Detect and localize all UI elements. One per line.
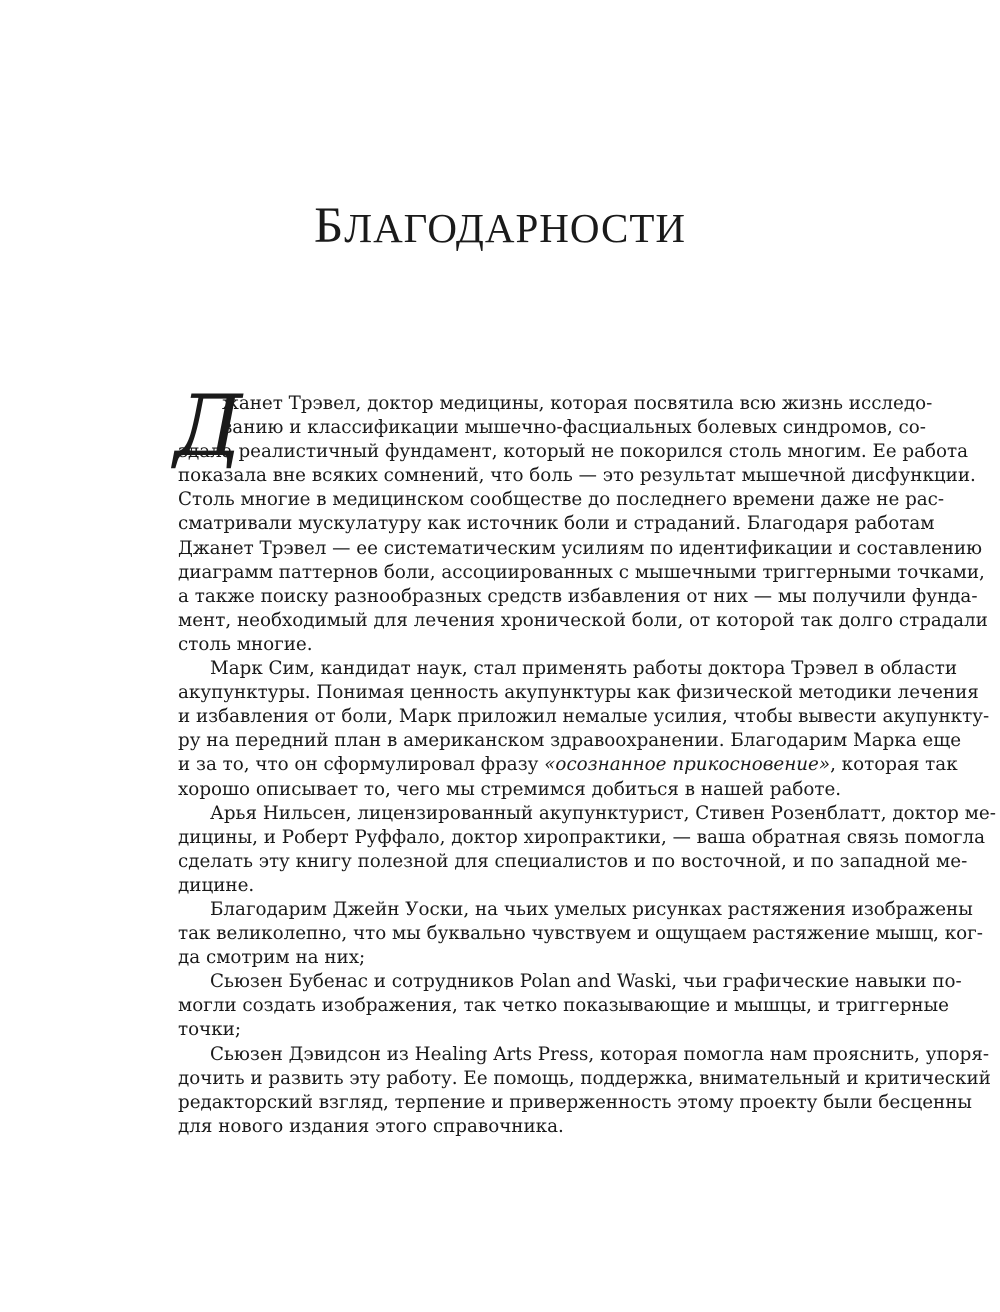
text-line: диаграмм паттернов боли, ассоциированных с мышечными триггерными точками, bbox=[178, 561, 985, 583]
text-line: показала вне всяких сомнений, что боль — это результат мышечной дисфункции. bbox=[178, 465, 976, 487]
text-line: Столь многие в медицинском сообществе до последнего времени даже не рас- bbox=[178, 489, 945, 511]
text-line: так великолепно, что мы буквально чувствуем и ощущаем растяжение мышц, ког- bbox=[178, 923, 983, 945]
text-line: точки; bbox=[178, 1019, 241, 1041]
text-fragment: и за то, что он сформулировал фразу bbox=[178, 754, 545, 776]
text-line: сделать эту книгу полезной для специалистов и по восточной, и по западной ме- bbox=[178, 850, 968, 872]
text-line: Марк Сим, кандидат наук, стал применять работы доктора Трэвел в области bbox=[210, 658, 958, 680]
text-line: ванию и классификации мышечно-фасциальных болевых синдромов, со- bbox=[222, 417, 926, 439]
text-line: дочить и развить эту работу. Ее помощь, поддержка, внимательный и критический bbox=[178, 1067, 991, 1089]
text-line: Арья Нильсен, лицензированный акупунктурист, Стивен Розенблатт, доктор ме- bbox=[210, 802, 996, 824]
acknowledgements-body bbox=[174, 377, 996, 1139]
text-line: редакторский взгляд, терпение и приверженность этому проекту были бесценны bbox=[178, 1091, 972, 1113]
drop-cap: Д bbox=[174, 377, 243, 475]
text-line: ру на передний план в американском здравоохранении. Благодарим Марка еще bbox=[178, 730, 962, 752]
text-line: Джанет Трэвел — ее систематическим усилиям по идентификации и составлению bbox=[178, 537, 983, 559]
text-line: сматривали мускулатуру как источник боли и страданий. Благодаря работам bbox=[178, 513, 935, 535]
text-line: и избавления от боли, Марк приложил немалые усилия, чтобы вывести акупункту- bbox=[178, 706, 990, 728]
text-line bbox=[178, 753, 958, 777]
text-line: хорошо описывает то, чего мы стремимся добиться в нашей работе. bbox=[178, 778, 842, 800]
text-line: здала реалистичный фундамент, который не покорился столь многим. Ее работа bbox=[178, 441, 969, 463]
text-line: жанет Трэвел, доктор медицины, которая посвятила всю жизнь исследо- bbox=[222, 393, 933, 414]
italic-phrase: «осознанное прикосновение» bbox=[544, 754, 831, 776]
text-line: акупунктуры. Понимая ценность акупунктуры как физической методики лечения bbox=[178, 682, 979, 704]
text-fragment: , которая так bbox=[830, 754, 958, 776]
text-line: могли создать изображения, так четко показывающие и мышцы, и триггерные bbox=[178, 995, 949, 1017]
text-line: да смотрим на них; bbox=[178, 947, 366, 969]
text-line: мент, необходимый для лечения хронической боли, от которой так долго страдали bbox=[178, 609, 988, 631]
text-line: Сьюзен Бубенас и сотрудников Polan and Waski, чьи графические навыки по- bbox=[210, 971, 962, 993]
text-line: столь многие. bbox=[178, 633, 313, 655]
text-line: Благодарим Джейн Уоски, на чьих умелых рисунках растяжения изображены bbox=[210, 898, 973, 920]
text-line: дицины, и Роберт Руффало, доктор хиропрактики, — ваша обратная связь помогла bbox=[178, 826, 986, 848]
page-title bbox=[0, 196, 1000, 258]
text-line: дицине. bbox=[178, 874, 255, 896]
text-line: Сьюзен Дэвидсон из Healing Arts Press, которая помогла нам прояснить, упоря- bbox=[210, 1043, 990, 1065]
page-title-text: БЛАГОДАРНОСТИ bbox=[313, 198, 687, 254]
text-line: для нового издания этого справочника. bbox=[178, 1115, 564, 1137]
text-line: а также поиску разнообразных средств избавления от них — мы получили фунда- bbox=[178, 585, 978, 607]
